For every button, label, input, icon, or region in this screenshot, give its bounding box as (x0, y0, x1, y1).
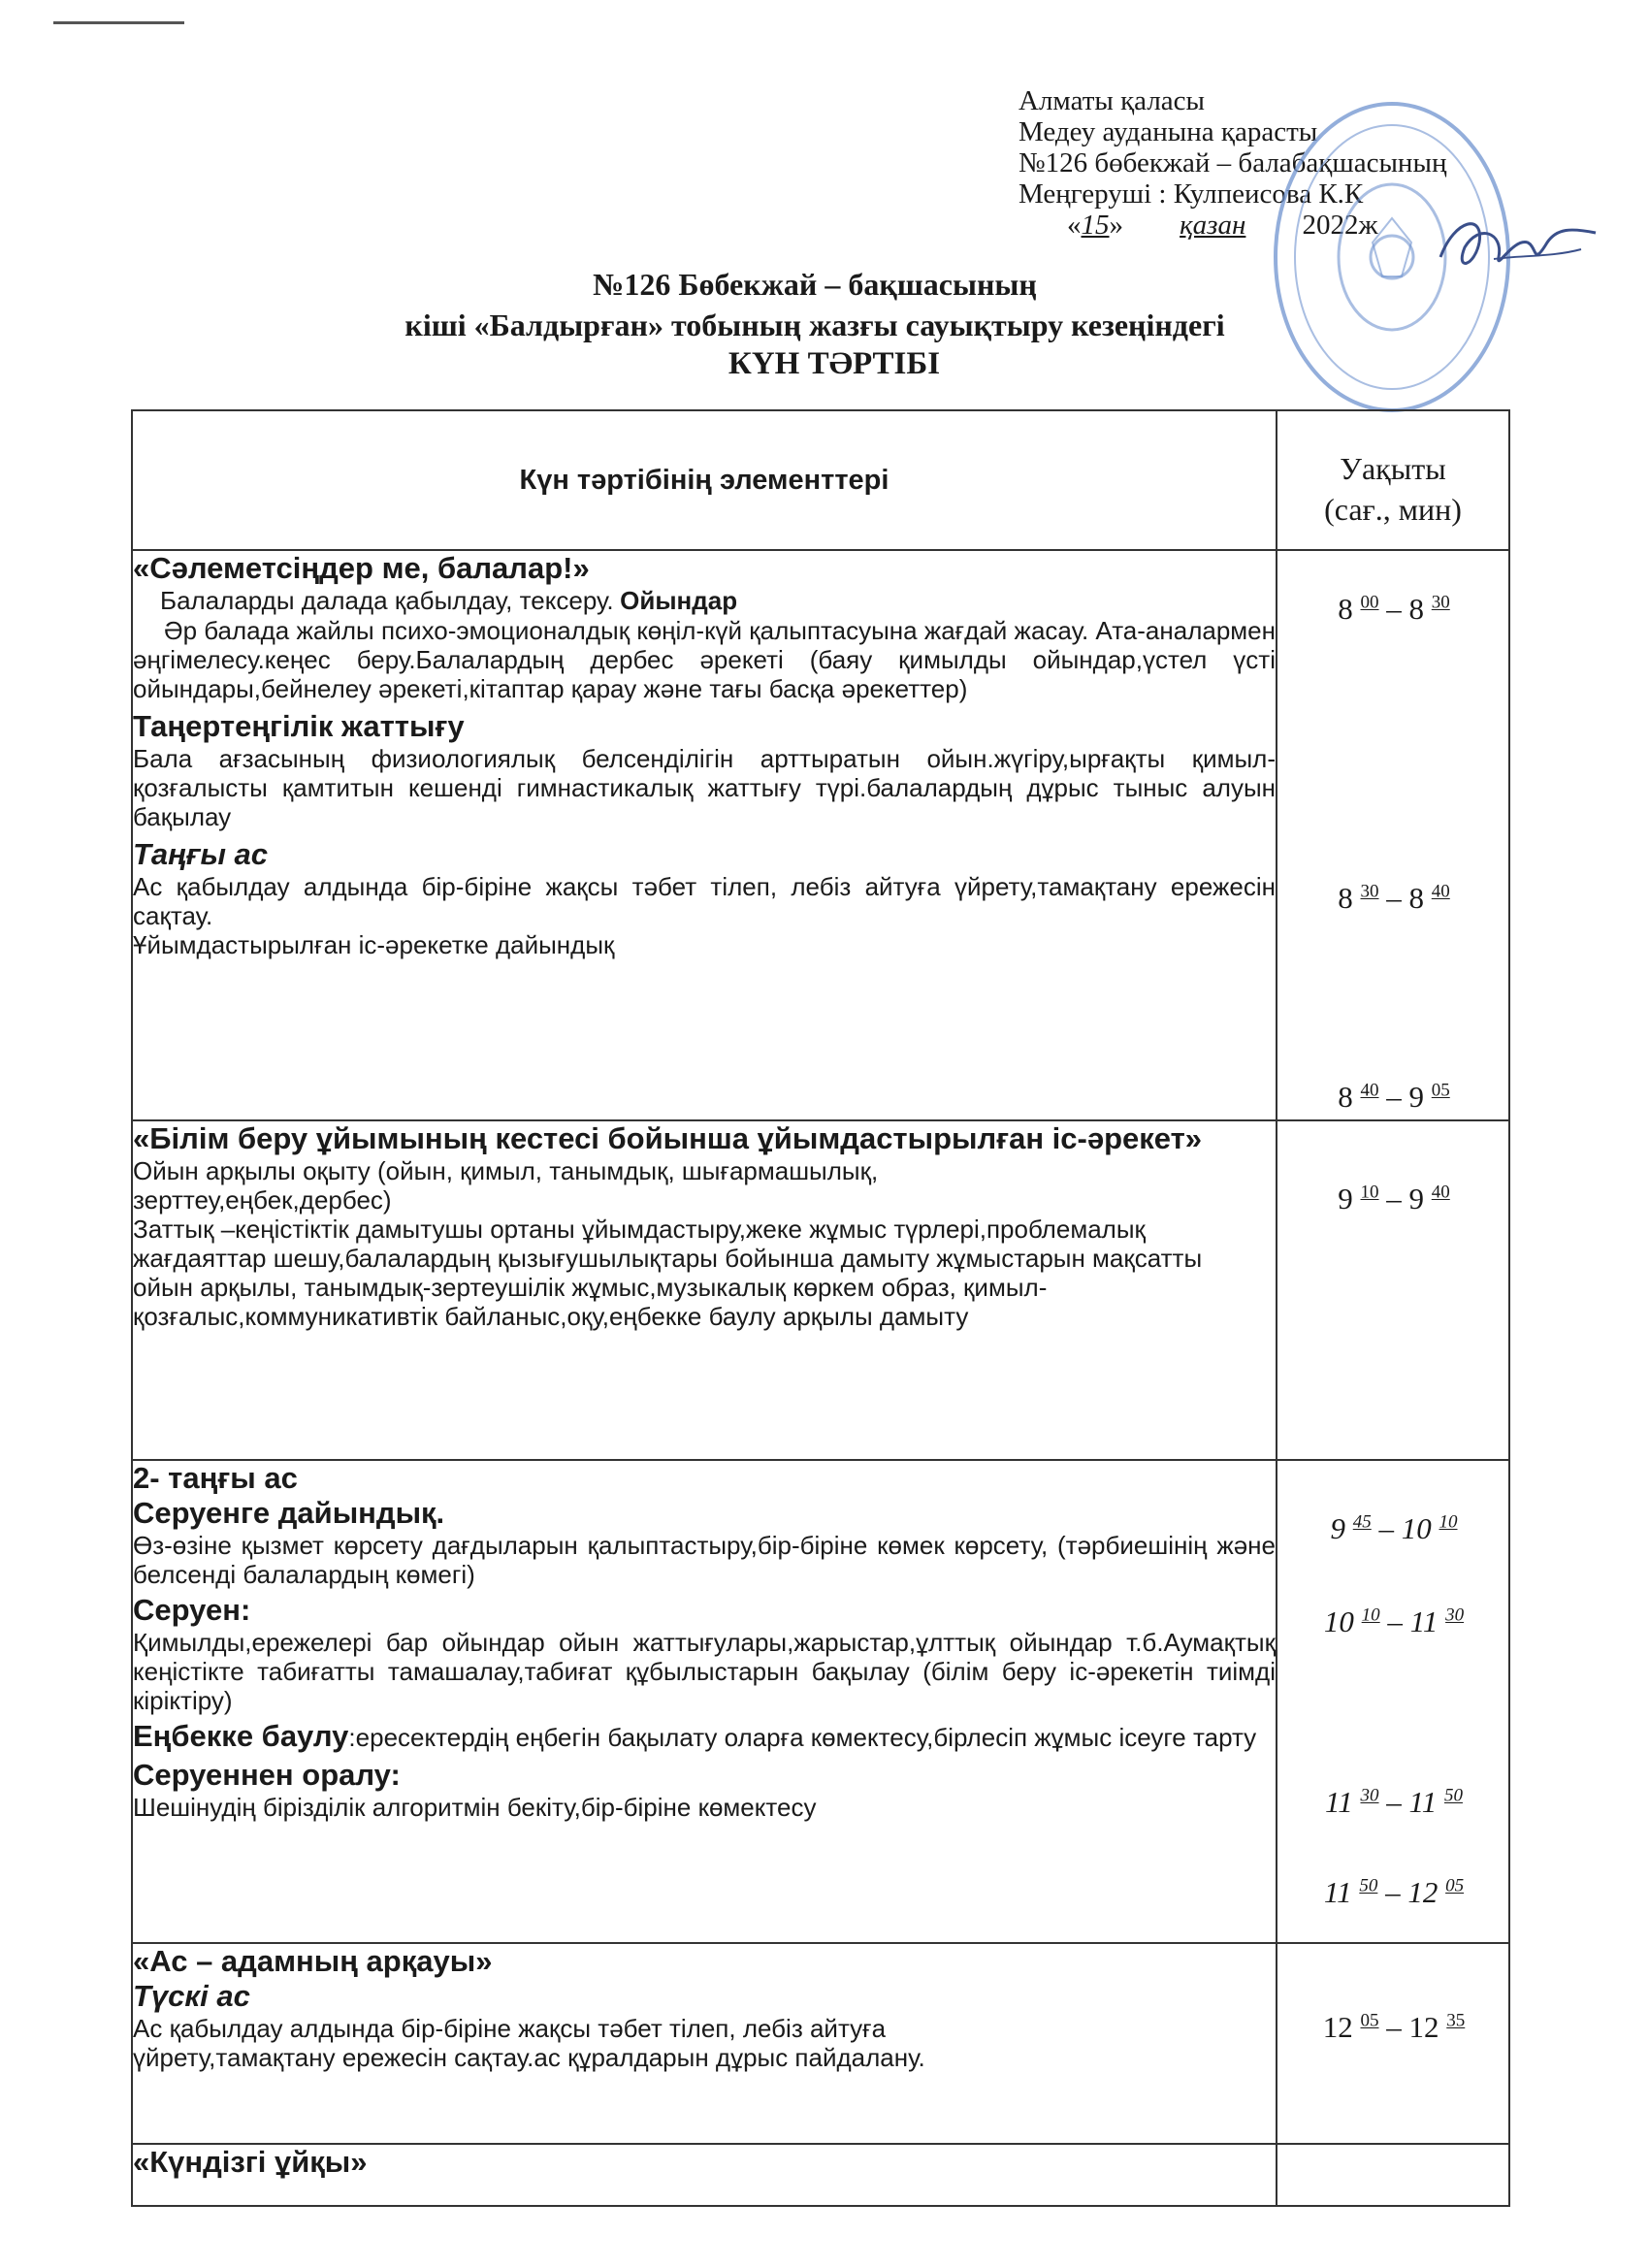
row2-text-environment: Заттық –кеңістіктік дамытушы ортаны ұйымдастыру,жеке жұмыс түрлері,проблемалық жағдаяттар шешу,балалардың қызығушылықтары бойынша дамыту жұмыстарын мақсатты ойын арқылы, танымдық-зертеушілік жұмыс,музыкалық көркем образ, қимыл-қозғалыс,коммуникативтік байланыс,оқу,еңбекке баулу арқылы дамыту (133, 1215, 1203, 1331)
table-row (132, 1943, 1509, 2144)
row1-reception-text: Балаларды далада қабылдау, тексеру. (160, 586, 614, 615)
row3-content (132, 1460, 1277, 1943)
row1-heading-greeting: «Сәлеметсіңдер ме, балалар!» (133, 551, 590, 585)
row3-return-text: Шешінудің бірізділік алгоритмін бекіту,бір-біріне көмектесу (133, 1793, 817, 1822)
table-row (132, 1460, 1509, 1943)
row1-heading-breakfast: Таңғы ас (133, 837, 269, 871)
row3-walk-text: Қимылды,ережелері бар ойындар ойын жаттығулары,жарыстар,ұлттық ойындар т.б.Аумақтық кеңістікте табиғатты тамашалау,табиғат құбылыстарын бақылау (білім беру іс-әрекетін тиімді кіріктіру) (133, 1628, 1276, 1715)
row3-labor-text: :ересектердің еңбегін бақылату оларға көмектесу,бірлесіп жұмыс icеуге тарту (348, 1723, 1257, 1752)
row3-times (1277, 1460, 1509, 1943)
time-organized-activity: 9 $^{10}$ – 9 $^{40}$ (1338, 1182, 1450, 1215)
row2-heading: «Білім беру ұйымының кестесі бойынша ұйымдастырылған іс-әрекет» (133, 1121, 1203, 1155)
row5-times (1277, 2144, 1509, 2206)
time-walk-prep: 9 $^{45}$ – 10 $^{10}$ (1330, 1511, 1458, 1545)
row1-times (1277, 550, 1509, 1120)
row1-heading-exercise: Таңертеңгілік жаттығу (133, 709, 465, 743)
title-group: кіші «Балдырған» тобының жазғы сауықтыру кезеңіндегі (404, 308, 1225, 342)
approval-date-year: 2022ж (1302, 210, 1378, 241)
row1-games-label: Ойындар (620, 586, 738, 615)
approval-date: «15» қазан 2022ж (1067, 210, 1378, 241)
row4-lunch-text: Ас қабылдау алдында бір-біріне жақсы тәбет тілеп, лебіз айтуға үйрету,тамақтану ережесін сақтау.ас құралдарын дұрыс пайдалану. (133, 2014, 925, 2072)
row3-heading-second-breakfast: 2- таңғы ас (133, 1461, 298, 1495)
time-lunch: 12 $^{05}$ – 12 $^{35}$ (1322, 2010, 1466, 2044)
row1-exercise-text: Бала ағзасының физиологиялық белсенділігін арттыратын ойын.жүгіру,ырғақты қимыл-қозғалысты қамтитын кешенді гимнастикалық жаттығу түрі.балалардың дұрыс тыныс алуын бақылау (133, 744, 1276, 831)
approval-district: Медеу ауданына қарасты (1018, 116, 1318, 147)
row4-heading-food: «Ас – адамның арқауы» (133, 1944, 493, 1978)
row3-heading-labor: Еңбекке баулу (133, 1719, 349, 1753)
row3-heading-return: Серуеннен оралу: (133, 1758, 401, 1792)
table-header-row (132, 410, 1509, 550)
row5-content (132, 2144, 1277, 2206)
title-kindergarten: №126 Бөбекжай – бақшасының (593, 267, 1037, 302)
row4-heading-lunch: Түскі ас (133, 1979, 250, 2013)
approval-head: Меңгеруші : Кулпеисова К.К (1018, 178, 1364, 210)
approval-kindergarten: №126 бөбекжай – балабақшасының (1018, 147, 1447, 178)
approval-date-month: қазан (1180, 210, 1246, 241)
row5-heading-nap: «Күндізгі ұйқы» (133, 2145, 368, 2179)
row2-times (1277, 1120, 1509, 1460)
time-breakfast: 8 $^{40}$ – 9 $^{05}$ (1338, 1080, 1450, 1114)
table-row (132, 550, 1509, 1120)
row1-preparation-text: Ұйымдастырылған іс-әрекетке дайындық (133, 930, 615, 959)
time-walk: 10 $^{10}$ – 11 $^{30}$ (1323, 1604, 1465, 1638)
row3-heading-walk: Серуен: (133, 1593, 251, 1627)
time-exercise: 8 $^{30}$ – 8 $^{40}$ (1338, 881, 1450, 915)
top-edge-line (53, 21, 184, 24)
time-greeting: 8 $^{00}$ – 8 $^{30}$ (1338, 592, 1450, 626)
approval-city: Алматы қаласы (1018, 85, 1206, 116)
row4-content (132, 1943, 1277, 2144)
row1-content (132, 550, 1277, 1120)
row2-text-play: Ойын арқылы оқыту (ойын, қимыл, танымдық, шығармашылық, зерттеу,еңбек,дербес) (133, 1156, 879, 1215)
schedule-table (131, 409, 1510, 2207)
row3-heading-walk-prep: Серуенге дайындық. (133, 1496, 445, 1530)
row4-times (1277, 1943, 1509, 2144)
row3-walk-prep-text: Өз-өзіне қызмет көрсету дағдыларын қалыптастыру,бір-біріне көмек көрсету, (тәрбиешінің және белсенді балалардың көмегі) (133, 1531, 1276, 1589)
row1-activity-text: Әр балада жайлы психо-эмоционалдық көңіл-күй қалыптасуына жағдай жасау. Ата-аналармен әңгімелесу.кеңес беру.Балалардың дербес әрекеті (баяу қимылды ойындар,үстел үсті ойындары,бейнелеу әрекеті,кітаптар қарау және тағы басқа әрекеттер) (133, 616, 1276, 703)
approval-date-day: 15 (1081, 210, 1110, 241)
time-labor: 11 $^{30}$ – 11 $^{50}$ (1325, 1785, 1463, 1819)
time-return: 11 $^{50}$ – 12 $^{05}$ (1323, 1875, 1465, 1909)
row1-breakfast-text: Ас қабылдау алдында бір-біріне жақсы тәбет тілеп, лебіз айтуға үйрету,тамақтану ережесін сақтау. (133, 872, 1276, 930)
page-title: КҮН ТӘРТІБІ (728, 346, 941, 381)
header-elements: Күн тәртібінің элементтері (132, 410, 1277, 550)
header-time: Уақыты (сағ., мин) (1277, 410, 1509, 550)
table-row (132, 2144, 1509, 2206)
row2-content (132, 1120, 1277, 1460)
table-row (132, 1120, 1509, 1460)
